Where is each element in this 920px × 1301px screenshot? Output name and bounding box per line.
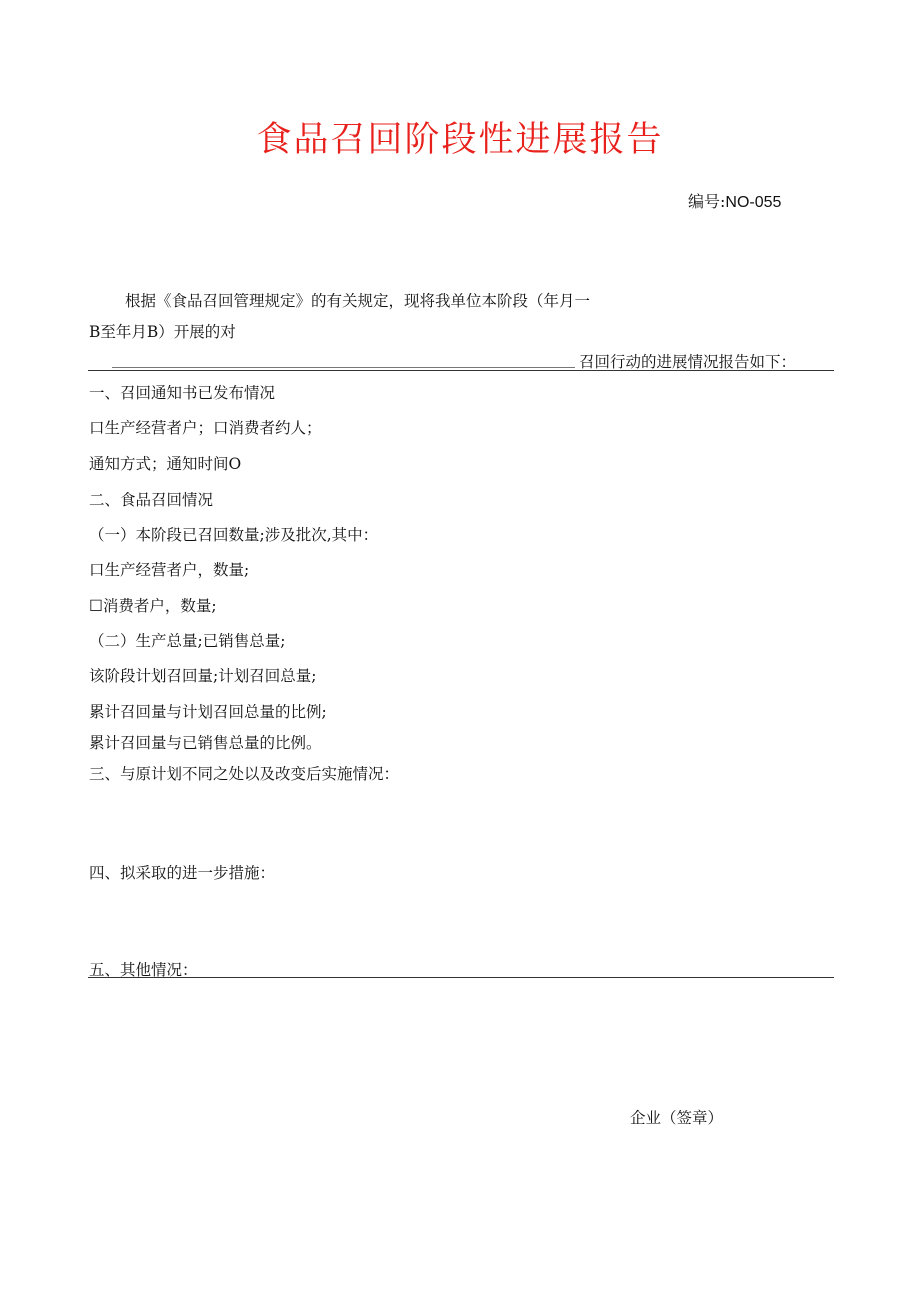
- section-4-heading: 四、拟采取的进一步措施：: [89, 864, 276, 882]
- enterprise-seal-label: 企业（签章）: [630, 1109, 724, 1127]
- section-2-line-5: 累计召回量与已销售总量的比例。: [89, 734, 322, 752]
- section-1-line-1: 口生产经营者户；口消费者约人；: [89, 419, 322, 437]
- document-number-value: NO-055: [725, 194, 782, 211]
- section-3-heading: 三、与原计划不同之处以及改变后实施情况：: [89, 765, 400, 783]
- section-2-line-4: 累计召回量与计划召回总量的比例;: [89, 703, 327, 721]
- section-2-sub-1: （一）本阶段已召回数量;涉及批次,其中：: [89, 526, 379, 544]
- section-1-heading: 一、召回通知书已发布情况: [89, 384, 276, 402]
- section-5-divider: [88, 977, 834, 978]
- intro-line-2: B至年月B）开展的对: [89, 323, 236, 341]
- intro-divider: [88, 370, 834, 371]
- target-blank-line: [112, 367, 575, 368]
- section-5-heading: 五、其他情况：: [89, 961, 198, 979]
- intro-line-3: 召回行动的进展情况报告如下：: [579, 353, 797, 371]
- intro-line-1: 根据《食品召回管理规定》的有关规定，现将我单位本阶段（年月一: [125, 292, 591, 310]
- document-number: [688, 189, 781, 212]
- document-number-label: 编号:: [688, 192, 726, 211]
- section-2-line-2: ☐消费者户，数量;: [89, 597, 217, 615]
- section-2-heading: 二、食品召回情况: [89, 491, 214, 509]
- section-2-sub-2: （二）生产总量;已销售总量;: [89, 632, 286, 650]
- report-title: 食品召回阶段性进展报告: [256, 120, 664, 160]
- section-1-line-2: 通知方式；通知时间O: [89, 455, 242, 473]
- section-2-line-3: 该阶段计划召回量;计划召回总量;: [89, 667, 317, 685]
- section-2-line-1: 口生产经营者户，数量;: [89, 561, 250, 579]
